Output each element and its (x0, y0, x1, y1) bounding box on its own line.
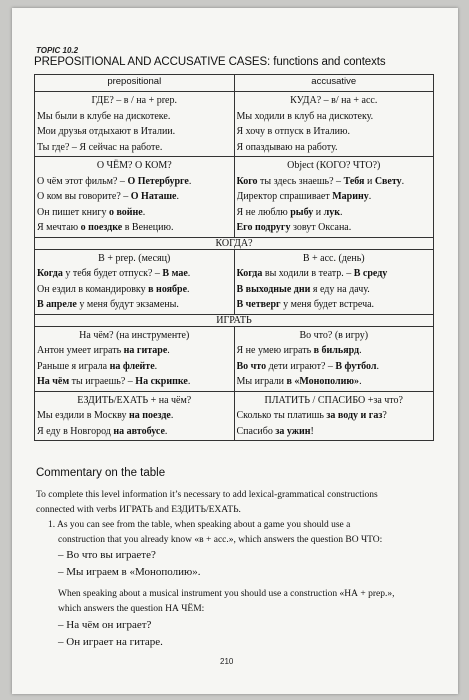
page-number: 210 (220, 657, 234, 666)
highlighted-phrase: Когда (236, 268, 263, 279)
sentence-text: Object (КОГО? ЧТО?) (287, 160, 381, 171)
example-sentence (237, 266, 432, 282)
sentence-text: Мы играли (236, 376, 287, 387)
example-sentence (37, 297, 232, 313)
sentence-text: . (154, 360, 158, 372)
highlighted-phrase: на гитаре (123, 345, 168, 356)
highlighted-phrase: На скрипке (135, 376, 188, 387)
sentence-text: . (187, 376, 191, 387)
example-sentence (237, 124, 432, 140)
highlighted-phrase: В четверг (236, 299, 281, 310)
sentence-text: ЕЗДИТЬ/ЕХАТЬ + на чём? (77, 394, 192, 406)
example-sentence (37, 140, 232, 156)
example-sentence (237, 297, 432, 313)
music-line-2: which answers the question НА ЧЁМ: (58, 604, 205, 614)
cell-heading (37, 393, 232, 409)
example-sentence (37, 408, 232, 424)
highlighted-phrase: На чём (37, 376, 70, 387)
sentence-text: Ты где? – Я сейчас на работе. (37, 141, 163, 153)
sentence-text: Мы ходили в клуб на дискотеку. (236, 110, 374, 122)
highlighted-phrase: на флейте (109, 360, 155, 372)
sentence-text: Во что? (в игру) (299, 329, 369, 341)
highlighted-phrase: о войне (108, 206, 143, 218)
example-sentence (237, 343, 432, 359)
sentence-text: . (187, 283, 190, 295)
highlighted-phrase: Во что (236, 360, 267, 372)
example-sentence (237, 205, 432, 221)
page-title: PREPOSITIONAL AND ACCUSATIVE CASES: functions and contexts (34, 56, 386, 68)
example-sentence (37, 359, 232, 375)
highlighted-phrase: Свету (374, 175, 402, 187)
sentence-text: Я опаздываю на работу. (236, 141, 338, 153)
intro-line-2: connected with verbs ИГРАТЬ and ЕЗДИТЬ/ЕХАТЬ. (36, 505, 241, 515)
highlighted-phrase: В мае (162, 268, 188, 279)
sentence-text: Спасибо (236, 425, 276, 437)
sentence-text: . (167, 345, 170, 356)
cell-travel-prepositional (35, 391, 235, 441)
example-1: – Во что вы играете? (58, 549, 156, 561)
sentence-text: в Венецию. (122, 222, 174, 233)
sentence-text: О чём этот фильм? – (37, 175, 128, 187)
example-4: – Он играет на гитаре. (58, 636, 163, 648)
highlighted-phrase: В футбол (335, 360, 377, 372)
highlighted-phrase: В апреле (37, 299, 77, 310)
sentence-text: и (313, 206, 324, 218)
sentence-text: О ЧЁМ? О КОМ? (96, 160, 172, 171)
sentence-text: О ком вы говорите? – (37, 191, 131, 202)
sentence-text: . (401, 175, 405, 187)
example-sentence (237, 174, 432, 190)
sentence-text: зовут Оксана. (290, 222, 352, 233)
example-sentence (37, 282, 232, 298)
sentence-text: я еду на дачу. (310, 283, 370, 295)
sentence-text: Я мечтаю (37, 222, 81, 233)
sentence-text: и (364, 175, 375, 187)
cell-heading (37, 93, 232, 109)
sentence-text: Антон умеет играть (37, 345, 124, 356)
sentence-text: . (368, 191, 372, 202)
example-sentence (37, 174, 232, 190)
cell-heading (37, 251, 232, 267)
sentence-text: ? (382, 410, 387, 421)
cell-about-prepositional (35, 157, 235, 238)
highlighted-phrase: о поездке (80, 222, 123, 233)
sentence-text: Я хочу в отпуск в Италию. (236, 126, 350, 137)
cell-heading (37, 328, 232, 344)
sentence-text: Мы ездили в Москву (37, 410, 130, 421)
sentence-text: Я еду в Новгород (37, 425, 114, 437)
sentence-text: . (376, 360, 379, 372)
point-1-line-1: 1. As you can see from the table, when speaking about a game you should use a (48, 520, 351, 530)
cell-day-accusative (234, 249, 434, 314)
sentence-text: . (176, 191, 179, 202)
example-sentence (237, 408, 432, 424)
highlighted-phrase: в бильярд (313, 345, 360, 356)
sentence-text: у меня будет встреча. (280, 299, 375, 310)
topic-label: TOPIC 10.2 (36, 46, 79, 55)
example-sentence (237, 140, 432, 156)
highlighted-phrase: О Петербурге (127, 175, 189, 187)
point-1-line-2: construction that you already know «в + acc.», which answers the question ВО ЧТО: (58, 535, 383, 545)
sentence-text: . (142, 206, 146, 218)
highlighted-phrase: Его подругу (236, 222, 291, 233)
cell-month-prepositional (35, 249, 235, 314)
highlighted-phrase: в ноябре (148, 283, 188, 295)
header-prepositional: prepositional (35, 75, 235, 92)
sentence-text: Сколько ты платишь (236, 410, 327, 421)
example-sentence (37, 124, 232, 140)
example-sentence (237, 220, 432, 236)
highlighted-phrase: Тебя (343, 175, 365, 187)
example-sentence (37, 424, 232, 440)
highlighted-phrase: Кого (236, 175, 258, 187)
highlighted-phrase: Когда (37, 268, 63, 279)
cell-heading (237, 93, 432, 109)
commentary-heading: Commentary on the table (36, 467, 166, 479)
sentence-text: Директор спрашивает (236, 191, 333, 202)
cell-where-accusative (234, 92, 434, 157)
sentence-text: Он ездил в командировку (37, 283, 149, 295)
example-sentence (237, 359, 432, 375)
music-line-1: When speaking about a musical instrument you should use a construction «НА + prep.», (58, 589, 395, 599)
example-sentence (37, 266, 232, 282)
cell-heading (237, 251, 432, 267)
example-sentence (37, 109, 232, 125)
sentence-text: Я не люблю (236, 206, 291, 218)
example-sentence (237, 282, 432, 298)
sentence-text: ПЛАТИТЬ / СПАСИБО +за что? (264, 394, 403, 406)
cases-table (34, 74, 434, 441)
example-sentence (237, 424, 432, 440)
example-2: – Мы играем в «Монополию». (58, 566, 201, 578)
sentence-text: Я не умею играть (236, 345, 314, 356)
sentence-text: Раньше я играла (37, 360, 110, 372)
sentence-text: Мы были в клубе на дискотеке. (37, 110, 171, 122)
cell-instrument-prepositional (35, 326, 235, 391)
sentence-text: ты здесь знаешь? – (257, 175, 344, 187)
highlighted-phrase: рыбу (290, 206, 314, 218)
sentence-text: ! (310, 425, 314, 437)
example-3: – На чём он играет? (58, 619, 152, 631)
sentence-text: КУДА? – в/ на + acc. (290, 95, 378, 106)
example-sentence (237, 109, 432, 125)
sentence-text: . (170, 410, 174, 421)
example-sentence (37, 189, 232, 205)
example-sentence (37, 374, 232, 390)
sentence-text: . (188, 175, 192, 187)
sentence-text: у меня будут экзамены. (76, 299, 179, 310)
example-sentence (37, 205, 232, 221)
sentence-text: . (187, 268, 191, 279)
sentence-text: Он пишет книгу (37, 206, 109, 218)
sentence-text: . (339, 206, 343, 218)
highlighted-phrase: на поезде (129, 410, 171, 421)
highlighted-phrase: лук (323, 206, 340, 218)
example-sentence (37, 220, 232, 236)
sentence-text: В + acc. (день) (302, 252, 365, 264)
example-sentence (237, 374, 432, 390)
sentence-text: дети играют? – (266, 360, 336, 372)
sentence-text: . (359, 345, 362, 356)
cell-heading (237, 158, 432, 174)
cell-object-accusative (234, 157, 434, 238)
highlighted-phrase: за воду и газ (326, 410, 383, 421)
highlighted-phrase: за ужин (275, 425, 311, 437)
intro-line-1: To complete this level information it’s necessary to add lexical-grammatical constructions (36, 490, 378, 500)
cell-pay-accusative (234, 391, 434, 441)
highlighted-phrase: В выходные дни (236, 283, 311, 295)
highlighted-phrase: В среду (353, 268, 388, 279)
highlighted-phrase: Марину (332, 191, 369, 202)
cell-heading (237, 393, 432, 409)
highlighted-phrase: в «Монополию» (286, 376, 360, 387)
highlighted-phrase: О Наташе (130, 191, 177, 202)
sentence-text: Мои друзья отдыхают в Италии. (37, 126, 176, 137)
example-sentence (37, 343, 232, 359)
section-play: ИГРАТЬ (35, 314, 434, 326)
cell-game-accusative (234, 326, 434, 391)
sentence-text: ты играешь? – (69, 376, 136, 387)
sentence-text: . (359, 376, 362, 387)
cell-where-prepositional (35, 92, 235, 157)
sentence-text: На чём? (на инструменте) (79, 329, 190, 341)
header-accusative: accusative (234, 75, 434, 92)
sentence-text: вы ходили в театр. – (262, 268, 354, 279)
cell-heading (237, 328, 432, 344)
section-when: КОГДА? (35, 237, 434, 249)
sentence-text: . (164, 425, 168, 437)
sentence-text: у тебя будет отпуск? – (62, 268, 163, 279)
example-sentence (237, 189, 432, 205)
sentence-text: ГДЕ? – в / на + prep. (91, 95, 177, 106)
highlighted-phrase: на автобусе (113, 425, 165, 437)
sentence-text: В + prep. (месяц) (98, 252, 171, 264)
cell-heading (37, 158, 232, 174)
